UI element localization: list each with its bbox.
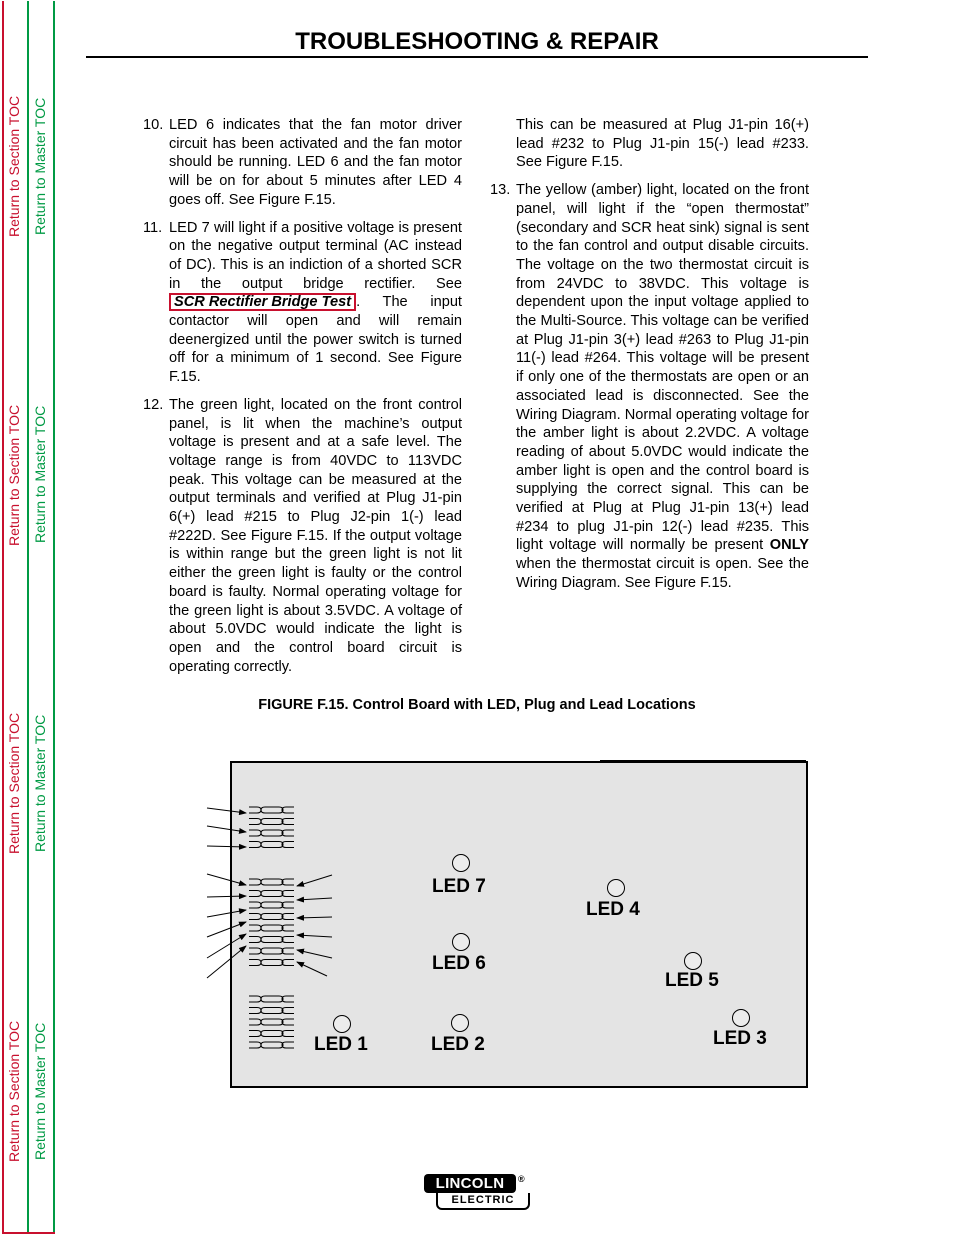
- led-7-indicator: [452, 854, 470, 872]
- lead-arrow: [207, 826, 246, 832]
- return-to-master-toc-link[interactable]: Return to Master TOC: [32, 405, 48, 543]
- connector-pin: [249, 937, 261, 943]
- connector-pin: [249, 807, 261, 813]
- connector-pin: [249, 891, 261, 897]
- connector-pin: [271, 1008, 283, 1014]
- connector-pin: [282, 891, 294, 897]
- connector-pin: [249, 914, 261, 920]
- connector-pin: [271, 819, 283, 825]
- connector-pin: [271, 807, 283, 813]
- connector-pin: [282, 819, 294, 825]
- connector-pin: [271, 830, 283, 836]
- connector-pin: [261, 937, 273, 943]
- connector-pin: [282, 830, 294, 836]
- connector-pin: [261, 1008, 273, 1014]
- connector-pin: [249, 1042, 261, 1048]
- lead-arrow: [207, 922, 246, 937]
- item-text: LED 6 indicates that the fan motor driver circuit has been activated and the fan motor should be running. LED 6 and the fan motor will be on for about 5 minutes after LED 4 goes off. See Figure F.15.: [169, 117, 462, 208]
- connector-pin: [261, 807, 273, 813]
- item-text: . The input contactor will open and will remain deenergized until the power switch is turned off for a minimum of 1 second. See Figure F.15.: [169, 294, 462, 386]
- connector-pin: [261, 830, 273, 836]
- connector-pin: [261, 948, 273, 954]
- return-to-master-toc-link[interactable]: Return to Master TOC: [32, 1022, 48, 1160]
- connector-pin: [282, 1031, 294, 1037]
- logo-registered-mark: ®: [518, 1174, 525, 1184]
- led-6-label: LED 6: [432, 953, 486, 974]
- connector-pin: [261, 914, 273, 920]
- connector-pin: [271, 1042, 283, 1048]
- connector-pin: [249, 1008, 261, 1014]
- return-to-section-toc-link[interactable]: Return to Section TOC: [6, 712, 22, 854]
- connector-pin: [271, 902, 283, 908]
- lead-arrow: [297, 917, 332, 918]
- connector-pin: [271, 925, 283, 931]
- return-to-master-toc-link[interactable]: Return to Master TOC: [32, 714, 48, 852]
- led-6-indicator: [452, 933, 470, 951]
- connector-pin: [249, 1031, 261, 1037]
- connector-pin: [282, 807, 294, 813]
- scr-rectifier-bridge-test-link[interactable]: SCR Rectifier Bridge Test: [169, 293, 356, 311]
- connector-pin: [282, 879, 294, 885]
- led-7-label: LED 7: [432, 876, 486, 897]
- connector-pin: [282, 960, 294, 966]
- connector-pin: [282, 902, 294, 908]
- logo-wordmark-top: LINCOLN: [424, 1174, 516, 1193]
- connector-pin: [282, 1042, 294, 1048]
- return-to-section-toc-link[interactable]: Return to Section TOC: [6, 1020, 22, 1162]
- led-2-indicator: [451, 1014, 469, 1032]
- connector-pin: [249, 879, 261, 885]
- connector-pin: [261, 891, 273, 897]
- connector-pin: [261, 1042, 273, 1048]
- connector-pins: [249, 807, 294, 1048]
- lead-arrow: [297, 962, 327, 976]
- connector-pin: [282, 925, 294, 931]
- connector-pin: [271, 879, 283, 885]
- connector-pin: [282, 914, 294, 920]
- connector-pin: [249, 830, 261, 836]
- item-number: 12.: [143, 396, 164, 413]
- connector-pin: [282, 937, 294, 943]
- connector-pin: [271, 1031, 283, 1037]
- connector-pin: [249, 1019, 261, 1025]
- led-2-label: LED 2: [431, 1034, 485, 1055]
- item-text: This can be measured at Plug J1-pin 16(+) lead #232 to Plug J1-pin 15(-) lead #233. See Figure F.15.: [516, 117, 809, 171]
- led-4-label: LED 4: [586, 899, 640, 920]
- connector-pin: [249, 948, 261, 954]
- figure-caption: FIGURE F.15. Control Board with LED, Plug and Lead Locations: [258, 697, 696, 713]
- connector-pin: [282, 948, 294, 954]
- lead-arrow: [297, 950, 332, 958]
- connector-pin: [261, 1019, 273, 1025]
- connector-pin: [249, 925, 261, 931]
- connector-pin: [271, 914, 283, 920]
- logo-wordmark-bottom: ELECTRIC: [436, 1193, 530, 1210]
- connector-pin: [249, 842, 261, 848]
- connector-pin: [271, 1019, 283, 1025]
- led-5-indicator: [684, 952, 702, 970]
- page-title: TROUBLESHOOTING & REPAIR: [295, 28, 659, 55]
- connector-pin: [282, 1008, 294, 1014]
- lead-arrow: [207, 934, 246, 958]
- connector-pin: [261, 879, 273, 885]
- lead-arrow: [207, 846, 246, 847]
- connector-pin: [261, 1031, 273, 1037]
- connector-pin: [261, 902, 273, 908]
- item-text: The green light, located on the front control panel, is lit when the machine’s output voltage is present and at a safe level. The voltage range is from 40VDC to 113VDC peak. This voltage can be measured at the output terminals and verified at Plug J1-pin 6(+) lead #215 to Plug J2-pin 1(-) lead #222D. See Figure F.15. If the output voltage is within range but the green light is not lit either the green light is faulty or the control board is faulty. Normal operating voltage for the green light is about 3.5VDC. A voltage of about 5.0VDC would indicate the light is open and the control board circuit is operating correctly.: [169, 396, 462, 675]
- item-number: 13.: [490, 182, 511, 199]
- item-text: when the thermostat circuit is open. See the Wiring Diagram. See Figure F.15.: [516, 556, 809, 591]
- led-1-label: LED 1: [314, 1034, 368, 1055]
- lead-arrow: [297, 875, 332, 886]
- connector-pin: [261, 960, 273, 966]
- connector-pin: [261, 819, 273, 825]
- return-to-master-toc-link[interactable]: Return to Master TOC: [32, 97, 48, 235]
- lead-arrow: [207, 946, 246, 978]
- lead-arrow: [297, 935, 332, 937]
- connector-pin: [249, 996, 261, 1002]
- connector-pin: [271, 891, 283, 897]
- lead-arrow: [207, 896, 246, 897]
- connector-pin: [261, 925, 273, 931]
- connector-pin: [282, 842, 294, 848]
- connector-pin: [271, 948, 283, 954]
- led-1-indicator: [333, 1015, 351, 1033]
- return-to-section-toc-link[interactable]: Return to Section TOC: [6, 404, 22, 546]
- connector-pin: [282, 1019, 294, 1025]
- lead-arrow: [207, 808, 246, 813]
- lead-arrows: [207, 808, 332, 978]
- connector-pin: [271, 937, 283, 943]
- lead-arrow: [207, 874, 246, 885]
- connector-pin: [271, 842, 283, 848]
- lead-arrow: [297, 898, 332, 900]
- connector-pin: [249, 960, 261, 966]
- led-4-indicator: [607, 879, 625, 897]
- connector-pin: [261, 996, 273, 1002]
- item-number: 10.: [143, 117, 164, 133]
- item-text: LED 7 will light if a positive voltage is present on the negative output terminal (AC instead of DC). This is an indiction of a shorted SCR in the output bridge rectifier. See: [169, 219, 462, 292]
- connector-pin: [249, 902, 261, 908]
- connector-pin: [249, 819, 261, 825]
- connector-pin: [271, 996, 283, 1002]
- lead-arrow: [207, 910, 246, 917]
- connector-pin: [261, 842, 273, 848]
- connector-pin: [271, 960, 283, 966]
- lincoln-electric-logo: [424, 1174, 528, 1210]
- connector-pin: [282, 996, 294, 1002]
- item-text: The yellow (amber) light, located on the front panel, will light if the “open thermostat” (secondary and SCR heat sink) signal is sent to the fan control and output disable circuits. The voltage on the two thermostat circuit is from 24VDC to 38VDC. This voltage is dependent upon the input voltage applied to the Multi-Source. This voltage can be verified at Plug J1-pin 3(+) lead #263 to Plug J1-pin 11(-) lead #264. This voltage will be present if only one of the thermostats are open or an associated lead is disconnected. See the Wiring Diagram. Normal operating voltage for the amber light is about 2.2VDC. A voltage reading of about 5.0VDC would indicate the amber light is open and the control board is supplying the correct signal. This can be verified at Plug at Plug J1-pin 13(+) lead #234 to plug J1-pin 12(-) lead #235. This light voltage will normally be present: [516, 182, 809, 554]
- item-number: 11.: [143, 219, 163, 236]
- led-5-label: LED 5: [665, 970, 719, 991]
- led-3-indicator: [732, 1009, 750, 1027]
- return-to-section-toc-link[interactable]: Return to Section TOC: [6, 95, 22, 237]
- emphasis-only: ONLY: [769, 537, 809, 554]
- led-3-label: LED 3: [713, 1028, 767, 1049]
